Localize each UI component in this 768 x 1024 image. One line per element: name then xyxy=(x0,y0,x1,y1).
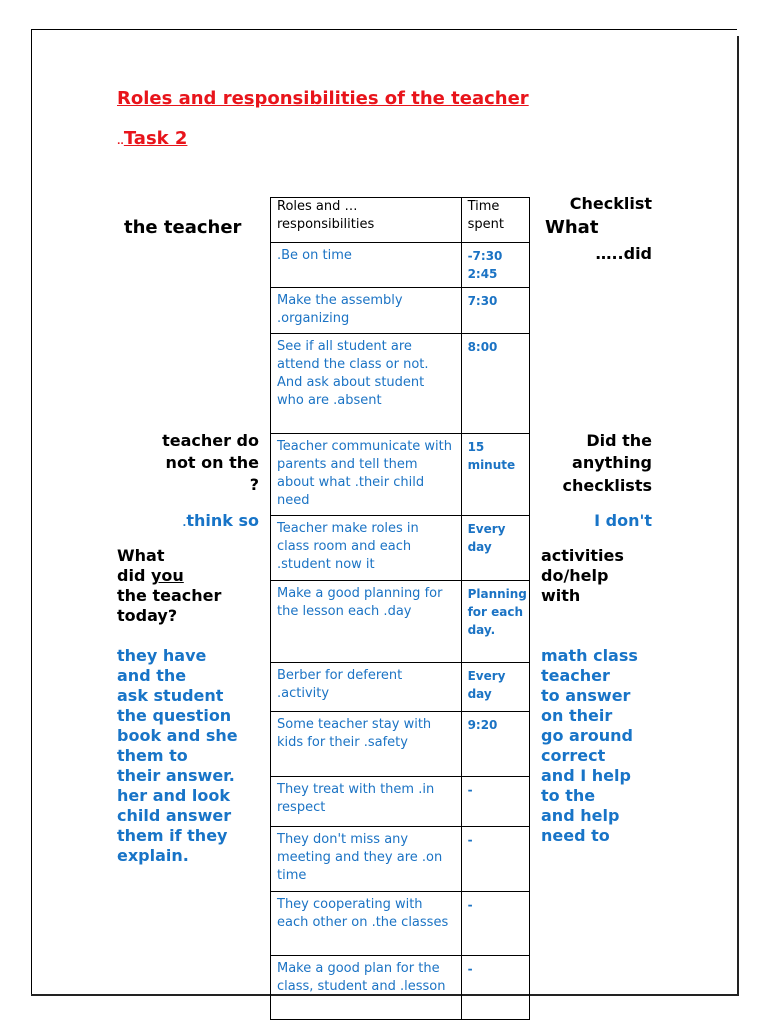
left-answer-3-line: and the xyxy=(117,666,187,685)
left-answer-3-line: their answer. xyxy=(117,766,235,785)
table-row xyxy=(271,892,530,956)
left-question-3-line-4: today? xyxy=(117,606,178,625)
left-question-3-line-1: What xyxy=(117,546,165,565)
right-question-2-line-3: checklists xyxy=(562,476,652,495)
right-heading-what: What xyxy=(545,217,599,238)
time-cell: -7:30 2:45 xyxy=(461,243,529,288)
table-row xyxy=(271,663,530,712)
time-cell: Planning for each day. xyxy=(461,581,529,663)
role-cell: .Be on time xyxy=(271,243,462,288)
right-answer-3-line: correct xyxy=(541,746,606,765)
page-shadow-right xyxy=(737,36,739,996)
right-answer-3-line: math class xyxy=(541,646,638,665)
right-answer-3-line: on their xyxy=(541,706,613,725)
left-question-1: the teacher xyxy=(124,217,242,238)
left-question-2-line-3: ? xyxy=(249,475,259,494)
table-row xyxy=(271,827,530,892)
table-header-row xyxy=(271,198,530,243)
table-row xyxy=(271,581,530,663)
left-answer-3-line: ask student xyxy=(117,686,224,705)
table-row xyxy=(271,243,530,288)
time-cell: 9:20 xyxy=(461,712,529,777)
table-row xyxy=(271,334,530,434)
right-heading-checklist: Checklist xyxy=(569,194,652,213)
role-cell: Berber for deferent .activity xyxy=(271,663,462,712)
page-title: Roles and responsibilities of the teacher xyxy=(117,88,529,109)
left-answer-3-line: they have xyxy=(117,646,207,665)
time-cell: - xyxy=(461,827,529,892)
header-time: Time spent xyxy=(461,198,529,243)
right-answer-3-line: and I help xyxy=(541,766,631,785)
table-row xyxy=(271,288,530,334)
role-cell: Some teacher stay with kids for their .safety xyxy=(271,712,462,777)
left-question-3-did: did xyxy=(117,566,151,585)
left-answer-3-line: book and she xyxy=(117,726,238,745)
left-answer-2-text: think so xyxy=(186,511,259,530)
task-label: Task 2 xyxy=(123,128,188,149)
right-answer-3-line: go around xyxy=(541,726,633,745)
right-question-2-line-1: Did the xyxy=(586,431,652,450)
right-answer-3-line: to the xyxy=(541,786,596,805)
role-cell: They treat with them .in respect xyxy=(271,777,462,827)
left-answer-3-line: them to xyxy=(117,746,188,765)
role-cell: Teacher communicate with parents and tell them about what .their child need xyxy=(271,434,462,516)
time-cell: - xyxy=(461,777,529,827)
left-question-2-line-2: not on the xyxy=(165,453,259,472)
left-question-2-line-1: teacher do xyxy=(162,431,259,450)
right-question-3-line-3: with xyxy=(541,586,581,605)
table-row xyxy=(271,516,530,581)
table-row xyxy=(271,777,530,827)
table-row xyxy=(271,434,530,516)
left-answer-3-line: her and look xyxy=(117,786,231,805)
role-cell: Make the assembly .organizing xyxy=(271,288,462,334)
left-answer-3-line: explain. xyxy=(117,846,189,865)
table-row xyxy=(271,712,530,777)
right-question-3-line-2: do/help xyxy=(541,566,609,585)
left-answer-3-line: child answer xyxy=(117,806,232,825)
left-question-3-line-2 xyxy=(117,566,184,586)
left-question-3-line-3: the teacher xyxy=(117,586,222,605)
time-cell: Every day xyxy=(461,516,529,581)
left-answer-3 xyxy=(117,646,238,866)
roles-table xyxy=(270,197,530,1020)
role-cell: They cooperating with each other on .the classes xyxy=(271,892,462,956)
time-cell: - xyxy=(461,892,529,956)
header-roles: Roles and …responsibilities xyxy=(271,198,462,243)
time-cell: Every day xyxy=(461,663,529,712)
right-answer-3-line: need to xyxy=(541,826,610,845)
right-answer-3-line: teacher xyxy=(541,666,610,685)
role-cell: Teacher make roles in class room and each .student now it xyxy=(271,516,462,581)
task-prefix: .. xyxy=(117,137,124,147)
time-cell: - xyxy=(461,956,529,1020)
time-cell: 7:30 xyxy=(461,288,529,334)
role-cell: Make a good plan for the class, student and .lesson xyxy=(271,956,462,1020)
time-cell: 15 minute xyxy=(461,434,529,516)
role-cell: Make a good planning for the lesson each .day xyxy=(271,581,462,663)
right-answer-3-line: and help xyxy=(541,806,620,825)
right-heading-did: …..did xyxy=(595,244,652,263)
right-question-2-line-2: anything xyxy=(572,453,652,472)
role-cell: They don't miss any meeting and they are .on time xyxy=(271,827,462,892)
left-answer-3-line: them if they xyxy=(117,826,228,845)
right-question-3-line-1: activities xyxy=(541,546,624,565)
left-question-3-you: you xyxy=(150,566,184,585)
task-heading xyxy=(117,128,187,149)
left-answer-3-line: the question xyxy=(117,706,232,725)
right-answer-3-line: to answer xyxy=(541,686,631,705)
right-answer-3 xyxy=(541,646,638,846)
table-row xyxy=(271,956,530,1020)
left-answer-2-prefix: . xyxy=(182,518,187,529)
right-answer-2: I don't xyxy=(594,511,652,530)
time-cell: 8:00 xyxy=(461,334,529,434)
left-answer-2 xyxy=(140,511,259,534)
role-cell: See if all student are attend the class or not. And ask about student who are .absent xyxy=(271,334,462,434)
